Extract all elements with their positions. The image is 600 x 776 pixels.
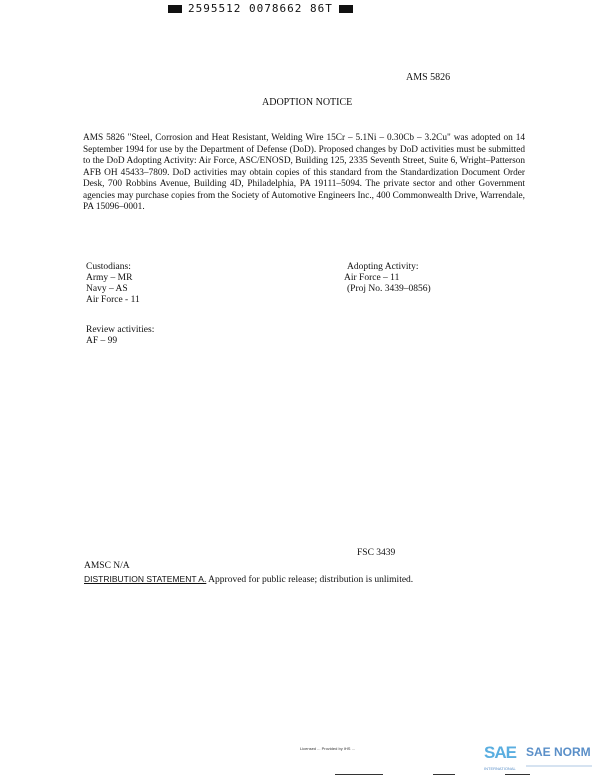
sae-logo-icon: [484, 742, 594, 772]
amsc: AMSC N/A: [84, 561, 130, 571]
sae-norm-logo: [484, 742, 594, 772]
distribution-label: DISTRIBUTION STATEMENT A.: [84, 574, 207, 584]
review-label: Review activities:: [86, 325, 155, 335]
review-block: [86, 325, 154, 347]
logo-sub: INTERNATIONAL: [484, 766, 516, 771]
custodians-label: Custodians:: [86, 262, 131, 272]
divider: [505, 774, 530, 775]
fsc-code: FSC 3439: [357, 548, 396, 558]
adopting-label: Adopting Activity:: [347, 262, 419, 272]
custodian-item: Air Force - 11: [86, 295, 140, 305]
review-item: AF – 99: [86, 336, 118, 346]
header-code: [162, 2, 359, 15]
distribution-text: Approved for public release; distribution is unlimited.: [206, 575, 414, 585]
custodians-block: [86, 262, 140, 306]
divider: [433, 774, 455, 775]
adopting-item: Air Force – 11: [344, 273, 400, 283]
page-title: ADOPTION NOTICE: [262, 97, 353, 108]
custodian-item: Navy – AS: [86, 284, 128, 294]
body-paragraph: AMS 5826 "Steel, Corrosion and Heat Resistant, Welding Wire 15Cr – 5.1Ni – 0.30Cb – 3.2Cu" was adopted on 14 September 1994 for use by the Department of Defense (DoD). Proposed changes by DoD activities must be submitted to the DoD Adopting Activity: Air Force, ASC/ENOSD, Building 125, 2335 Seventh Street, Suite 6, Wright–Patterson AFB OH 45433–7809. DoD activities may obtain copies of this standard from the Standardization Document Order Desk, 700 Robbins Avenue, Building 4D, Philadelphia, PA 19111–5094. The private sector and other Government agencies may purchase copies from the Society of Automotive Engineers Inc., 400 Commonwealth Drive, Warrendale, PA 15096–0001.: [83, 133, 525, 212]
logo-mark: SAE: [484, 743, 516, 762]
footer-license: Licensed ... Provided by IHS ...: [300, 746, 355, 751]
divider: [335, 774, 383, 775]
logo-name: SAE NORM: [526, 745, 591, 759]
adopting-block: [344, 262, 431, 295]
distribution-statement: [84, 574, 413, 586]
document-number: AMS 5826: [406, 72, 451, 83]
header-code-text: 2595512 0078662 86T: [188, 2, 333, 15]
adopting-item: (Proj No. 3439–0856): [347, 284, 431, 294]
custodian-item: Army – MR: [86, 273, 133, 283]
